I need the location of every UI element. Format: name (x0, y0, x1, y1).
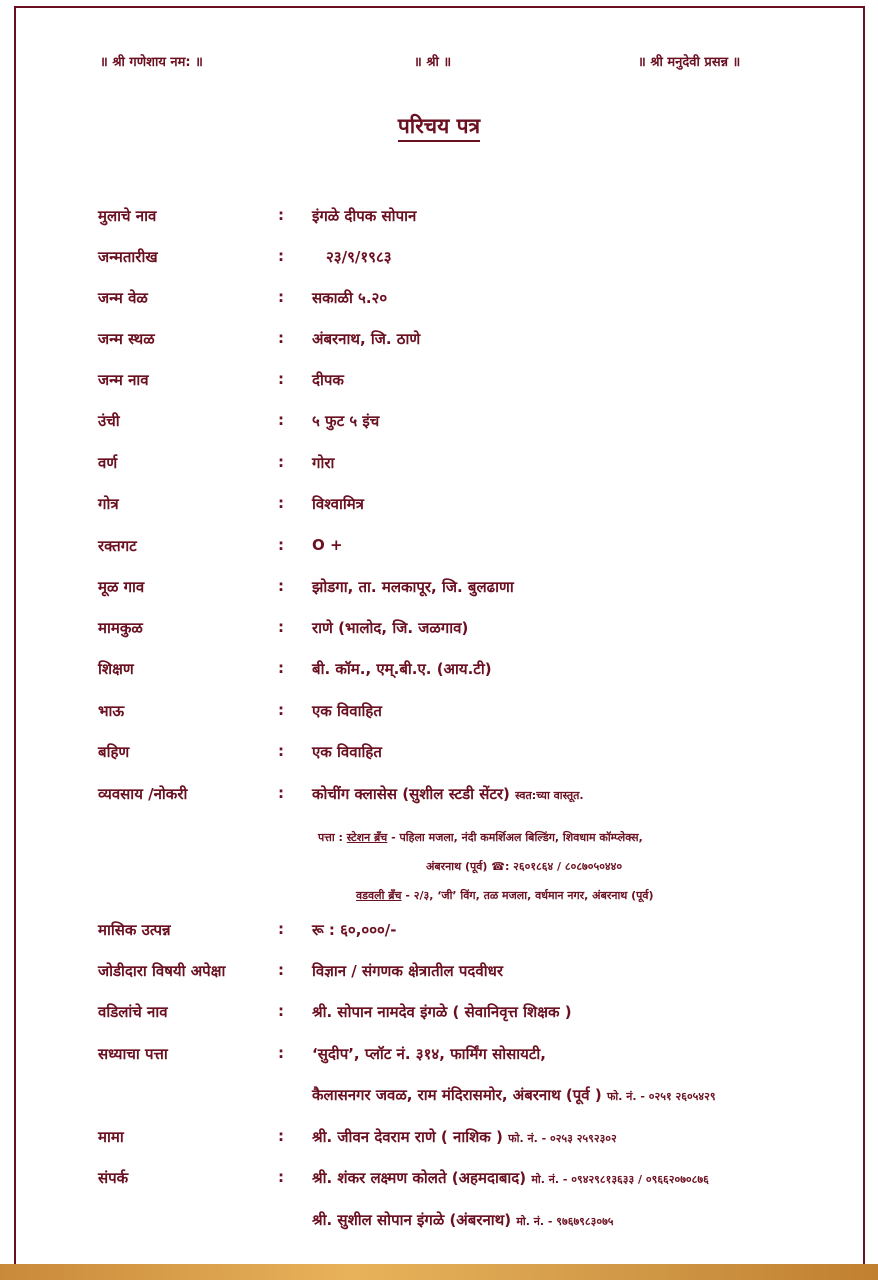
field-label: रक्तगट (98, 537, 137, 555)
row-blood-group (0, 536, 878, 566)
contact-phone-2: मो. नं. - ९७६७९८३०७५ (516, 1215, 614, 1228)
header-center-invocation: ॥ श्री ॥ (414, 55, 452, 70)
row-contact (0, 1168, 878, 1198)
branch-2-name: वडवली ब्रॅंच (356, 889, 402, 902)
row-name (0, 206, 878, 236)
field-label: बहिण (98, 743, 130, 761)
field-label: जन्मतारीख (98, 248, 158, 266)
field-colon: : (278, 961, 284, 979)
field-value: गोरा (312, 454, 335, 472)
field-label: वर्ण (98, 454, 118, 472)
field-label: गोत्र (98, 495, 119, 513)
row-birthdate (0, 247, 878, 277)
field-label: मासिक उत्पन्न (98, 921, 171, 939)
row-current-address-line2 (0, 1085, 878, 1115)
field-value: विज्ञान / संगणक क्षेत्रातील पदवीधर (312, 962, 503, 980)
field-value: दीपक (312, 371, 344, 389)
row-current-address (0, 1044, 878, 1074)
branch-address-1: पत्ता : स्टेशन ब्रॅंच - पहिला मजला, नंदी कमर्शिअल बिल्डिंग, शिवधाम कॉम्प्लेक्स, (318, 831, 643, 844)
field-label: मूळ गाव (98, 578, 145, 596)
row-father-name (0, 1002, 878, 1032)
field-value: कैलासनगर जवळ, राम मंदिरासमोर, अंबरनाथ (पूर्व ) फो. नं. - ०२५१ २६०५४२९ (312, 1086, 716, 1104)
field-colon: : (278, 920, 284, 938)
field-colon: : (278, 1002, 284, 1020)
row-maternal-family (0, 618, 878, 648)
row-maternal-uncle (0, 1127, 878, 1157)
field-value: विश्वामित्र (312, 495, 364, 513)
row-height (0, 411, 878, 441)
row-monthly-income (0, 920, 878, 950)
branch-address-1-line2: अंबरनाथ (पूर्व) ☎: २६०१८६४ / ८०८७०५०४४० (426, 860, 623, 873)
row-birth-name (0, 370, 878, 400)
field-value-note: स्वत:च्या वास्तूत. (515, 789, 584, 802)
field-label: सध्याचा पत्ता (98, 1045, 168, 1063)
field-value: कोचींग क्लासेस (सुशील स्टडी सेंटर) स्वत:च्या वास्तूत. (312, 785, 584, 803)
field-label: जोडीदारा विषयी अपेक्षा (98, 962, 226, 980)
field-colon: : (278, 370, 284, 388)
field-colon: : (278, 1044, 284, 1062)
address-phone: फो. नं. - ०२५१ २६०५४२९ (606, 1090, 716, 1103)
field-colon: : (278, 411, 284, 429)
field-value: श्री. जीवन देवराम राणे ( नाशिक ) फो. नं. - ०२५३ २५९२३०२ (312, 1128, 617, 1146)
field-value: ‘सुदीप’, प्लॉट नं. ३१४, फार्मिंग सोसायटी, (312, 1045, 546, 1063)
mama-phone: फो. नं. - ०२५३ २५९२३०२ (508, 1132, 617, 1145)
field-label: शिक्षण (98, 660, 134, 678)
field-colon: : (278, 701, 284, 719)
field-colon: : (278, 329, 284, 347)
row-occupation (0, 784, 878, 814)
field-colon: : (278, 247, 284, 265)
branch-1-name: स्टेशन ब्रॅंच (346, 831, 388, 844)
field-colon: : (278, 577, 284, 595)
row-contact-2 (0, 1210, 878, 1240)
row-education (0, 659, 878, 689)
field-value: एक विवाहित (312, 702, 382, 720)
field-label: जन्म स्थळ (98, 330, 155, 348)
field-colon: : (278, 784, 284, 802)
field-label: जन्म वेळ (98, 289, 148, 307)
field-value: रू : ६०,०००/- (312, 921, 397, 939)
field-label: भाऊ (98, 702, 125, 720)
field-value: अंबरनाथ, जि. ठाणे (312, 330, 421, 348)
field-value: सकाळी ५.२० (312, 289, 388, 307)
field-value: राणे (भालोद, जि. जळगाव) (312, 619, 469, 637)
field-colon: : (278, 659, 284, 677)
field-value: श्री. सुशील सोपान इंगळे (अंबरनाथ) मो. नं. - ९७६७९८३०७५ (312, 1211, 614, 1229)
field-colon: : (278, 618, 284, 636)
branch-address-2: वडवली ब्रॅंच - २/३, ‘जी’ विंग, तळ मजला, वर्धमान नगर, अंबरनाथ (पूर्व) (356, 889, 654, 902)
field-value: ५ फुट ५ इंच (312, 412, 380, 430)
contact-phone-1: मो. नं. - ०९४२९८१३६३३ / ०९६६२०७०८७६ (531, 1173, 709, 1186)
field-value: श्री. सोपान नामदेव इंगळे ( सेवानिवृत्त शिक्षक ) (312, 1003, 572, 1021)
field-value: इंगळे दीपक सोपान (312, 207, 417, 225)
row-native-place (0, 577, 878, 607)
header-right-invocation: ॥ श्री मनुदेवी प्रसन्न ॥ (638, 55, 741, 70)
field-colon: : (278, 742, 284, 760)
field-label: मामा (98, 1128, 124, 1146)
field-label: उंची (98, 412, 120, 430)
field-label: संपर्क (98, 1169, 129, 1187)
field-value: झोडगा, ता. मलकापूर, जि. बुलढाणा (312, 578, 514, 596)
field-colon: : (278, 536, 284, 554)
field-value: २३/९/१९८३ (326, 248, 392, 266)
field-colon: : (278, 1127, 284, 1145)
header-left-invocation: ॥ श्री गणेशाय नम: ॥ (100, 55, 203, 70)
field-label: जन्म नाव (98, 371, 149, 389)
page-title: परिचय पत्र (0, 112, 878, 140)
field-label: वडिलांचे नाव (98, 1003, 168, 1021)
field-colon: : (278, 1168, 284, 1186)
row-brother (0, 701, 878, 731)
field-colon: : (278, 453, 284, 471)
row-sister (0, 742, 878, 772)
bottom-decorative-bar (0, 1264, 878, 1280)
row-birth-time (0, 288, 878, 318)
field-colon: : (278, 206, 284, 224)
row-complexion (0, 453, 878, 483)
row-partner-expectation (0, 961, 878, 991)
field-label: मामकुळ (98, 619, 143, 637)
field-value: बी. कॉम., एम्.बी.ए. (आय.टी) (312, 660, 492, 678)
field-value: एक विवाहित (312, 743, 382, 761)
field-value: श्री. शंकर लक्ष्मण कोलते (अहमदाबाद) मो. नं. - ०९४२९८१३६३३ / ०९६६२०७०८७६ (312, 1169, 709, 1187)
field-value: O + (312, 536, 343, 554)
field-colon: : (278, 494, 284, 512)
row-birth-place (0, 329, 878, 359)
row-gotra (0, 494, 878, 524)
field-label: व्यवसाय /नोकरी (98, 785, 188, 803)
field-colon: : (278, 288, 284, 306)
field-label: मुलाचे नाव (98, 207, 157, 225)
